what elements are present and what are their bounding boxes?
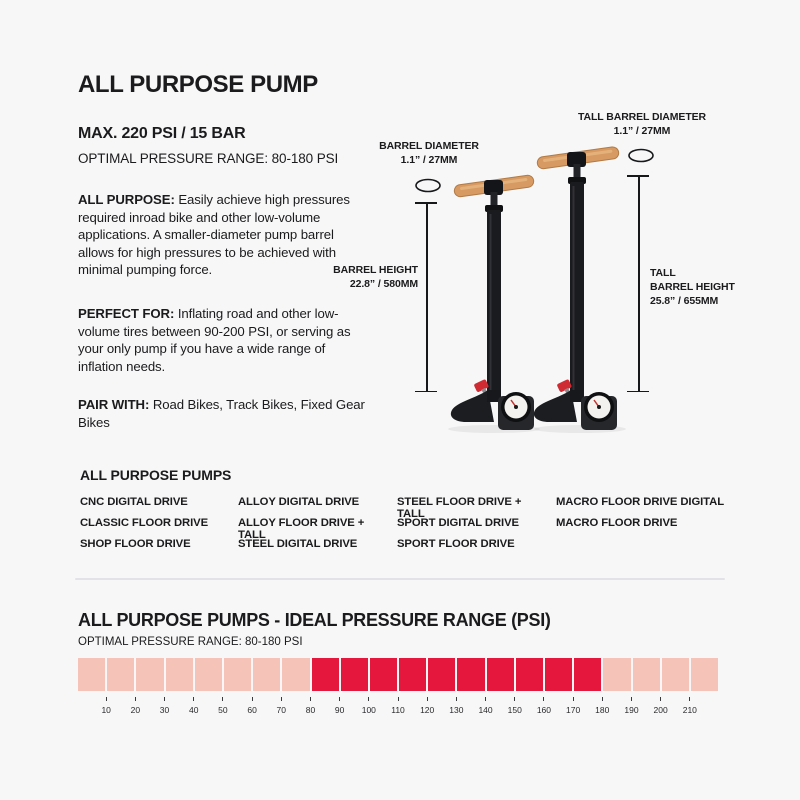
axis-tick-60 <box>252 697 253 701</box>
pump-list-item: SPORT DIGITAL DRIVE <box>397 517 519 529</box>
barrel-height-dimension-line <box>426 202 428 392</box>
axis-tick-label-130: 130 <box>449 705 464 715</box>
pump-list-column-4 <box>556 496 726 538</box>
perfect-for-text: Inflating road and other low-volume tires between 90-200 PSI, or serving as your only pump if you have a wide range of inflation needs. <box>78 306 351 374</box>
axis-tick-label-80: 80 <box>305 705 316 715</box>
axis-tick-130 <box>456 697 457 701</box>
pump-list-item: CLASSIC FLOOR DRIVE <box>80 517 209 529</box>
axis-tick-80 <box>310 697 311 701</box>
pressure-segment-210-220 <box>691 658 718 691</box>
perfect-for-label: PERFECT FOR: <box>78 306 175 321</box>
chart-subtitle: OPTIMAL PRESSURE RANGE: 80-180 PSI <box>78 636 303 648</box>
tall-barrel-height-value: 25.8” / 655MM <box>650 295 719 307</box>
axis-tick-label-160: 160 <box>536 705 551 715</box>
floor-pump-illustrations <box>430 140 650 445</box>
pump-list-column-2 <box>238 496 393 559</box>
floor-pump-tall <box>534 146 620 430</box>
pressure-axis <box>78 697 718 721</box>
axis-tick-10 <box>106 697 107 701</box>
barrel-diameter-value: 1.1” / 27MM <box>400 154 458 166</box>
axis-tick-label-100: 100 <box>361 705 376 715</box>
pressure-segment-200-210 <box>662 658 689 691</box>
tall-barrel-diameter-value: 1.1” / 27MM <box>613 125 671 137</box>
pressure-segment-80-90 <box>312 658 339 691</box>
max-pressure-spec: MAX. 220 PSI / 15 BAR <box>78 125 246 142</box>
axis-tick-40 <box>193 697 194 701</box>
pressure-segment-140-150 <box>487 658 514 691</box>
section-divider <box>75 578 725 580</box>
axis-tick-170 <box>573 697 574 701</box>
pump-list-item: MACRO FLOOR DRIVE DIGITAL <box>556 496 724 508</box>
pump-list-item: ALLOY FLOOR DRIVE + TALL <box>238 517 365 541</box>
perfect-for-paragraph <box>78 305 370 375</box>
pressure-segment-60-70 <box>253 658 280 691</box>
axis-tick-label-170: 170 <box>565 705 581 715</box>
axis-tick-70 <box>281 697 282 701</box>
chart-title: ALL PURPOSE PUMPS - IDEAL PRESSURE RANGE (PSI) <box>78 610 551 630</box>
barrel-height-label-block <box>308 263 418 291</box>
axis-tick-label-70: 70 <box>276 705 286 715</box>
pressure-segment-0-10 <box>78 658 105 691</box>
page-title: ALL PURPOSE PUMP <box>78 71 318 98</box>
tall-barrel-height-label-line1: TALL <box>650 267 676 279</box>
pressure-segment-30-40 <box>166 658 193 691</box>
pair-with-label: PAIR WITH: <box>78 397 150 412</box>
axis-tick-label-10: 10 <box>101 705 111 715</box>
pump-list-item: STEEL DIGITAL DRIVE <box>238 538 358 550</box>
axis-tick-50 <box>222 697 223 701</box>
axis-tick-label-110: 110 <box>391 705 405 715</box>
optimal-pressure-spec: OPTIMAL PRESSURE RANGE: 80-180 PSI <box>78 151 339 166</box>
pump-list-item: ALLOY DIGITAL DRIVE <box>238 496 360 508</box>
axis-tick-label-140: 140 <box>478 705 493 715</box>
axis-tick-180 <box>602 697 603 701</box>
pair-with-text: Road Bikes, Track Bikes, Fixed Gear Bikes <box>78 397 365 430</box>
all-purpose-label: ALL PURPOSE: <box>78 192 175 207</box>
barrel-height-value: 22.8” / 580MM <box>349 278 418 290</box>
pressure-segment-160-170 <box>545 658 572 691</box>
axis-tick-label-180: 180 <box>595 705 610 715</box>
pressure-bar <box>78 658 718 691</box>
axis-tick-label-40: 40 <box>188 705 199 715</box>
pump-list-title: ALL PURPOSE PUMPS <box>80 467 232 483</box>
pressure-segment-130-140 <box>457 658 484 691</box>
pump-list-item: SPORT FLOOR DRIVE <box>397 538 515 550</box>
axis-tick-label-20: 20 <box>130 705 141 715</box>
axis-tick-200 <box>660 697 661 701</box>
pair-with-paragraph <box>78 396 370 431</box>
pressure-segment-190-200 <box>633 658 660 691</box>
tall-barrel-height-label-line2: BARREL HEIGHT <box>650 281 735 293</box>
tall-barrel-height-label-block <box>650 266 760 308</box>
pump-list-column-3 <box>397 496 552 559</box>
barrel-diameter-label: BARREL DIAMETER <box>379 140 479 152</box>
pump-list-item: STEEL FLOOR DRIVE + TALL <box>397 496 522 520</box>
pump-list-item: MACRO FLOOR DRIVE <box>556 517 678 529</box>
axis-tick-160 <box>543 697 544 701</box>
axis-tick-label-210: 210 <box>682 705 697 715</box>
axis-tick-label-50: 50 <box>218 705 228 715</box>
pump-list-column-1 <box>80 496 230 559</box>
axis-tick-90 <box>339 697 340 701</box>
pressure-segment-120-130 <box>428 658 455 691</box>
floor-pump-standard <box>451 174 535 430</box>
tall-barrel-diameter-label: TALL BARREL DIAMETER <box>577 111 707 123</box>
axis-tick-20 <box>135 697 136 701</box>
tall-barrel-diameter-label-block <box>567 110 717 138</box>
axis-tick-190 <box>631 697 632 701</box>
axis-tick-label-190: 190 <box>624 705 639 715</box>
pump-list-item: SHOP FLOOR DRIVE <box>80 538 191 550</box>
pressure-segment-20-30 <box>136 658 163 691</box>
pressure-segment-50-60 <box>224 658 251 691</box>
axis-tick-30 <box>164 697 165 701</box>
pressure-segment-100-110 <box>370 658 397 691</box>
axis-tick-120 <box>427 697 428 701</box>
pressure-segment-170-180 <box>574 658 601 691</box>
pump-list-item: CNC DIGITAL DRIVE <box>80 496 188 508</box>
axis-tick-210 <box>689 697 690 701</box>
pressure-segment-110-120 <box>399 658 426 691</box>
axis-tick-label-200: 200 <box>653 705 668 715</box>
axis-tick-label-60: 60 <box>247 705 257 715</box>
pressure-segment-150-160 <box>516 658 543 691</box>
pressure-segment-40-50 <box>195 658 222 691</box>
axis-tick-100 <box>368 697 369 701</box>
pressure-segment-10-20 <box>107 658 134 691</box>
axis-tick-label-150: 150 <box>507 705 522 715</box>
barrel-height-label: BARREL HEIGHT <box>333 264 418 276</box>
pressure-segment-70-80 <box>282 658 309 691</box>
axis-tick-label-120: 120 <box>420 705 435 715</box>
axis-tick-140 <box>485 697 486 701</box>
pressure-segment-90-100 <box>341 658 368 691</box>
axis-tick-label-90: 90 <box>334 705 345 715</box>
axis-tick-150 <box>514 697 515 701</box>
all-purpose-text: Easily achieve high pressures required inroad bike and other low-volume applications. A smaller-diameter pump barrel allows for high pressures to be achieved with minimal pumping force. <box>78 192 350 278</box>
axis-tick-110 <box>398 697 399 701</box>
pressure-segment-180-190 <box>603 658 630 691</box>
axis-tick-label-30: 30 <box>159 705 170 715</box>
